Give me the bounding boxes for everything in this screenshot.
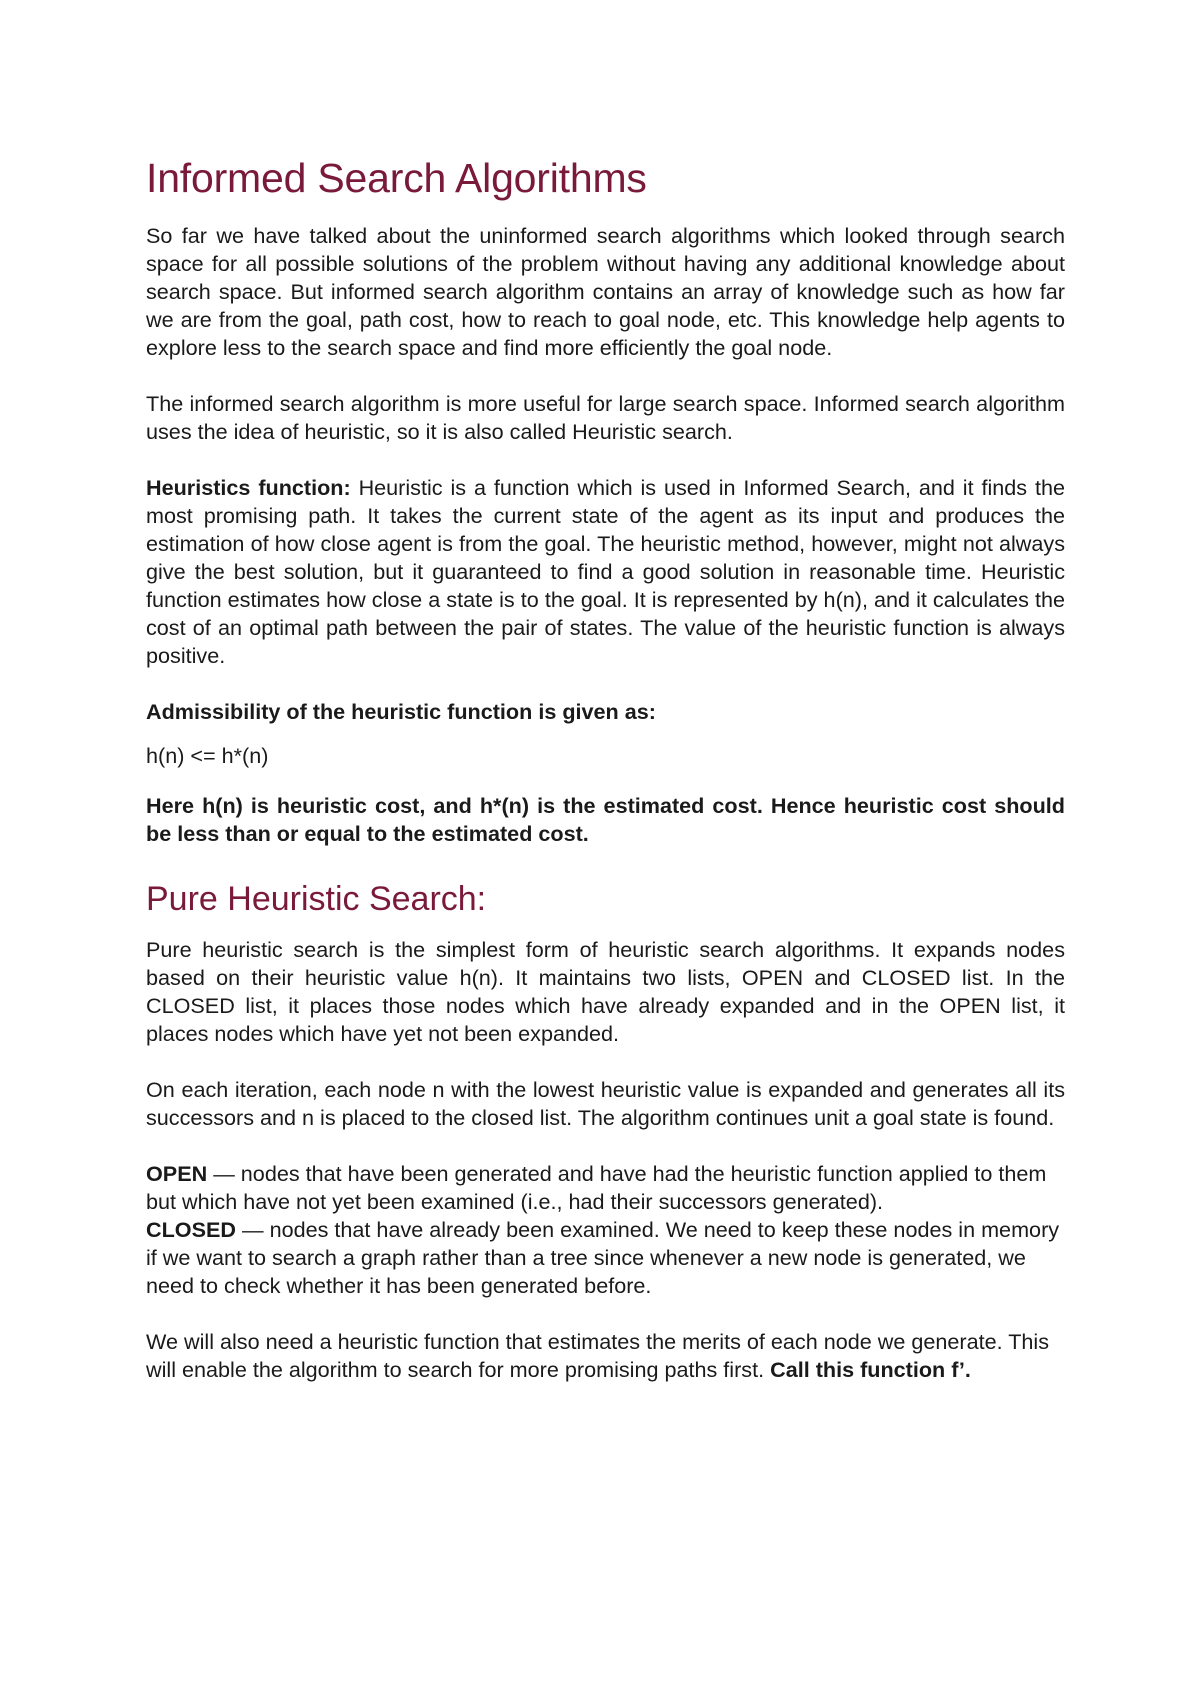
closed-definition [146, 1216, 1065, 1300]
admissibility-formula: h(n) <= h*(n) [146, 743, 269, 768]
section-heading-pure-heuristic: Pure Heuristic Search: [146, 880, 487, 918]
heuristics-paragraph [146, 474, 1065, 670]
pure-paragraph-2: On each iteration, each node n with the lowest heuristic value is expanded and generates all its successors and n is placed to the closed list. The algorithm continues unit a goal state is found. [146, 1077, 1065, 1130]
open-text: — nodes that have been generated and have had the heuristic function applied to them but which have not yet been examined (i.e., had their successors generated). [146, 1161, 1047, 1214]
final-paragraph [146, 1328, 1065, 1384]
open-definition [146, 1160, 1065, 1216]
final-bold-text: Call this function f’. [770, 1357, 971, 1382]
heuristics-label: Heuristics function: [146, 475, 351, 500]
page-title: Informed Search Algorithms [146, 155, 647, 201]
pure-paragraph-1: Pure heuristic search is the simplest form of heuristic search algorithms. It expands nodes based on their heuristic value h(n). It maintains two lists, OPEN and CLOSED list. In the CLOSED list, it places those nodes which have already expanded and in the OPEN list, it places nodes which have yet not been expanded. [146, 937, 1065, 1046]
final-text: We will also need a heuristic function that estimates the merits of each node we generate. This will enable the algorithm to search for more promising paths first. [146, 1329, 1050, 1382]
heuristics-text: Heuristic is a function which is used in Informed Search, and it finds the most promising path. It takes the current state of the agent as its input and produces the estimation of how close agent is from the goal. The heuristic method, however, might not always give the best solution, but it guaranteed to find a good solution in reasonable time. Heuristic function estimates how close a state is to the goal. It is represented by h(n), and it calculates the cost of an optimal path between the pair of states. The value of the heuristic function is always positive. [146, 475, 1065, 668]
open-label: OPEN [146, 1161, 208, 1186]
admissibility-heading: Admissibility of the heuristic function is given as: [146, 699, 656, 724]
document-page [146, 150, 1065, 1412]
admissibility-note: Here h(n) is heuristic cost, and h*(n) is the estimated cost. Hence heuristic cost should be less than or equal to the estimated cost. [146, 793, 1065, 846]
intro-paragraph-2: The informed search algorithm is more useful for large search space. Informed search algorithm uses the idea of heuristic, so it is also called Heuristic search. [146, 391, 1065, 444]
closed-label: CLOSED [146, 1217, 236, 1242]
closed-text: — nodes that have already been examined. We need to keep these nodes in memory if we want to search a graph rather than a tree since whenever a new node is generated, we need to check whether it has been generated before. [146, 1217, 1060, 1298]
intro-paragraph-1: So far we have talked about the uninformed search algorithms which looked through search space for all possible solutions of the problem without having any additional knowledge about search space. But informed search algorithm contains an array of knowledge such as how far we are from the goal, path cost, how to reach to goal node, etc. This knowledge help agents to explore less to the search space and find more efficiently the goal node. [146, 223, 1065, 360]
